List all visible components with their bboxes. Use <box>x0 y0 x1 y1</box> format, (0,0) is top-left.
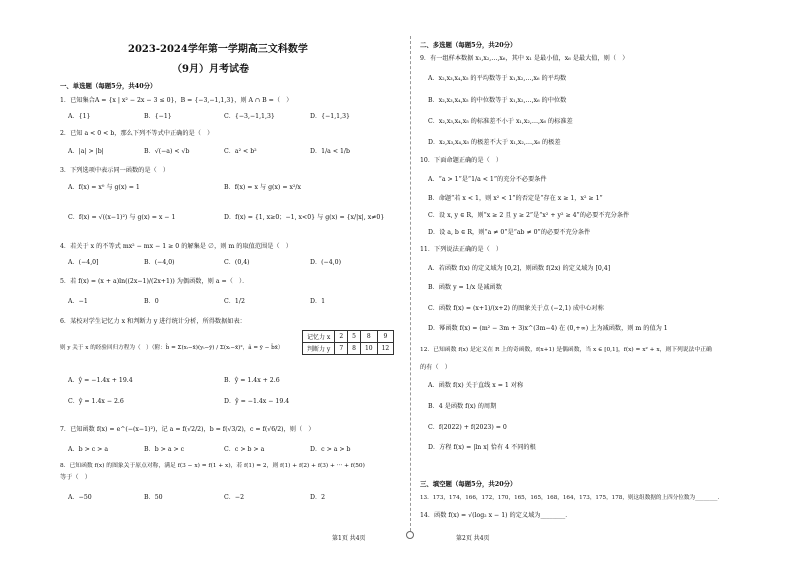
option-c: C．f(x) = √((x−1)²) 与 g(x) = x − 1 <box>68 214 176 221</box>
question-12: 12．已知函数 f(x) 是定义在 R 上的奇函数，f(x+1) 是偶函数，当 x ∈ [0,1]，f(x) = x² + x，则下列说法中正确 <box>420 347 712 353</box>
question-12-cont: 的有（ ） <box>420 364 451 371</box>
option-b: B．x₂,x₃,x₄,x₅ 的中位数等于 x₁,x₂,…,x₆ 的中位数 <box>428 97 567 104</box>
question-3: 3．下列选项中表示同一函数的是（ ） <box>60 167 170 174</box>
option-a: A．−50 <box>68 494 92 501</box>
page-number-left: 第1页 共4页 <box>332 535 366 542</box>
option-c: C．f(2022) + f(2023) = 0 <box>428 424 507 431</box>
option-c: C．c > b > a <box>224 446 265 453</box>
question-13: 13．173，174，166，172，170，165，165，168，164，173，175，178，则这组数据的上四分位数为________． <box>420 495 724 501</box>
question-6-options-ab <box>68 377 280 385</box>
option-b: B．ŷ = 1.4x + 2.6 <box>224 377 280 384</box>
option-b: B．b > a > c <box>144 446 185 453</box>
question-3-options-cd <box>68 214 384 222</box>
question-8-options <box>68 494 325 502</box>
question-2-options <box>68 148 350 156</box>
section-single-choice: 一、单选题（每题5分，共40分） <box>60 82 157 90</box>
option-a: A．(−4,0] <box>68 259 99 266</box>
option-c: C．设 x, y ∈ R，则“x ≥ 2 且 y ≥ 2”是“x² + y² ≥ 4”的必要不充分条件 <box>428 212 630 219</box>
exam-title: 2023-2024学年第一学期高三文科数学 <box>128 44 308 55</box>
option-b: B．(−4,0) <box>144 259 175 266</box>
question-8-cont: 等于（ ） <box>60 474 91 481</box>
option-a: A．|a| > |b| <box>68 148 104 155</box>
page-number-right: 第2页 共4页 <box>456 535 490 542</box>
data-table <box>302 330 394 355</box>
option-c: C．−2 <box>224 494 245 501</box>
row-label: 记忆力 x <box>303 331 335 343</box>
question-1: 1．已知集合A = {x | x² − 2x − 3 ≤ 0}，B = {−3,−1,1,3}，则 A ∩ B =（ ） <box>60 97 293 104</box>
option-a: A．f(x) = x⁰ 与 g(x) = 1 <box>68 184 140 191</box>
question-2: 2．已知 a < 0 < b，那么下列不等式中正确的是（ ） <box>60 130 214 137</box>
table-cell: 5 <box>348 331 361 343</box>
option-d: D．ŷ = −1.4x − 19.4 <box>224 398 290 405</box>
option-b: B．50 <box>144 494 163 501</box>
option-d: D．1 <box>310 298 326 305</box>
option-c: C．ŷ = 1.4x − 2.6 <box>68 398 124 405</box>
option-d: D．{−1,1,3} <box>310 113 350 120</box>
option-a: A．−1 <box>68 298 88 305</box>
option-a: A．若函数 f(x) 的定义域为 [0,2]，则函数 f(2x) 的定义域为 [0,4] <box>428 265 611 272</box>
question-6-formula: 则 y 关于 x 的经验回归方程为（ ）（附：b̂ = Σ(xᵢ−x̄)(yᵢ−ȳ) / Σ(xᵢ−x̄)²，â = ȳ − b̂x̄） <box>60 345 284 351</box>
question-5: 5．若 f(x) = (x + a)ln((2x−1)/(2x+1)) 为偶函数，则 a =（ ）． <box>60 278 249 285</box>
option-c: C．(0,4) <box>224 259 250 266</box>
option-b: B．√(−a) < √b <box>144 148 190 155</box>
question-1-options <box>68 113 350 121</box>
question-6-options-cd <box>68 398 289 406</box>
option-c: C．a² < b² <box>224 148 257 155</box>
option-d: D．(−4,0) <box>310 259 342 266</box>
option-c: C．1/2 <box>224 298 245 305</box>
option-c: C．函数 f(x) = (x+1)/(x+2) 的图象关于点 (−2,1) 成中心对称 <box>428 305 604 312</box>
option-b: B．f(x) = x 与 g(x) = x²/x <box>224 184 302 191</box>
option-a: A．{1} <box>68 113 91 120</box>
table-cell: 8 <box>360 331 377 343</box>
table-row <box>303 331 394 343</box>
option-b: B．{−1} <box>144 113 172 120</box>
option-d: D．f(x) = {1, x≥0；−1, x<0} 与 g(x) = {x/|x|, x≠0} <box>224 214 385 221</box>
question-14: 14．函数 f(x) = √(log₂ x − 1) 的定义域为________． <box>420 512 572 519</box>
question-4: 4．若关于 x 的不等式 mx² − mx − 1 ≥ 0 的解集是 ∅，则 m 的取值范围是（ ） <box>60 243 292 250</box>
table-row <box>303 343 394 355</box>
question-3-options-ab <box>68 184 301 192</box>
option-b: B．4 是函数 f(x) 的周期 <box>428 403 497 410</box>
question-5-options <box>68 298 325 306</box>
question-6: 6．某校对学生记忆力 x 和判断力 y 进行统计分析，所得数据如表： <box>60 318 246 325</box>
option-a: A．函数 f(x) 关于直线 x = 1 对称 <box>428 382 524 389</box>
option-d: D．幂函数 f(x) = (m² − 3m + 3)x^(3m−4) 在 (0,+∞) 上为减函数，则 m 的值为 1 <box>428 325 668 332</box>
table-cell: 10 <box>360 343 377 355</box>
table-cell: 2 <box>335 331 348 343</box>
option-c: C．x₂,x₃,x₄,x₅ 的标准差不小于 x₁,x₂,…,x₆ 的标准差 <box>428 118 573 125</box>
option-d: D．1/a < 1/b <box>310 148 350 155</box>
option-d: D．方程 f(x) = |ln x| 恰有 4 不同的根 <box>428 444 536 451</box>
option-a: A．b > c > a <box>68 446 109 453</box>
option-b: B．0 <box>144 298 159 305</box>
option-d: D．设 a, b ∈ R，则“a ≠ 0”是“ab ≠ 0”的必要不充分条件 <box>428 229 591 236</box>
option-b: B．命题“若 x < 1，则 x² < 1”的否定是“存在 x ≥ 1，x² ≥ 1” <box>428 195 603 202</box>
option-d: D．2 <box>310 494 326 501</box>
table-cell: 8 <box>348 343 361 355</box>
binding-hole-icon <box>406 531 414 539</box>
table-cell: 7 <box>335 343 348 355</box>
question-8: 8．已知函数 f(x) 的图象关于原点对称，满足 f(3 − x) = f(1 + x)，若 f(1) = 2，则 f(1) + f(2) + f(3) + ··· + f(50) <box>60 463 365 469</box>
exam-subtitle: （9月）月考试卷 <box>172 64 249 75</box>
table-cell: 9 <box>377 331 394 343</box>
question-4-options <box>68 259 341 267</box>
option-a: A．“a > 1”是“1/a < 1”的充分不必要条件 <box>428 176 547 183</box>
column-divider <box>410 36 411 536</box>
option-c: C．{−3,−1,1,3} <box>224 113 275 120</box>
option-d: D．x₂,x₃,x₄,x₅ 的极差不大于 x₁,x₂,…,x₆ 的极差 <box>428 139 561 146</box>
question-11: 11．下列说法正确的是（ ） <box>420 246 503 253</box>
question-7: 7．已知函数 f(x) = e^(−(x−1)²)，记 a = f(√2/2)，b = f(√3/2)，c = f(√6/2)，则（ ） <box>60 426 315 433</box>
table-cell: 12 <box>377 343 394 355</box>
option-a: A．x₂,x₃,x₄,x₅ 的平均数等于 x₁,x₂,…,x₆ 的平均数 <box>428 75 567 82</box>
question-10: 10．下面命题正确的是（ ） <box>420 157 503 164</box>
section-multi-choice: 二、多选题（每题5分，共20分） <box>420 41 517 49</box>
option-a: A．ŷ = −1.4x + 19.4 <box>68 377 133 384</box>
option-b: B．函数 y = 1/x 是减函数 <box>428 284 502 291</box>
section-fill-blank: 三、填空题（每题5分，共20分） <box>420 480 517 488</box>
row-label: 判断力 y <box>303 343 335 355</box>
question-9: 9．有一组样本数据 x₁,x₂,…,x₆，其中 x₁ 是最小值，x₆ 是最大值，则（ ） <box>420 55 629 62</box>
question-7-options <box>68 446 351 454</box>
option-d: D．c > a > b <box>310 446 351 453</box>
